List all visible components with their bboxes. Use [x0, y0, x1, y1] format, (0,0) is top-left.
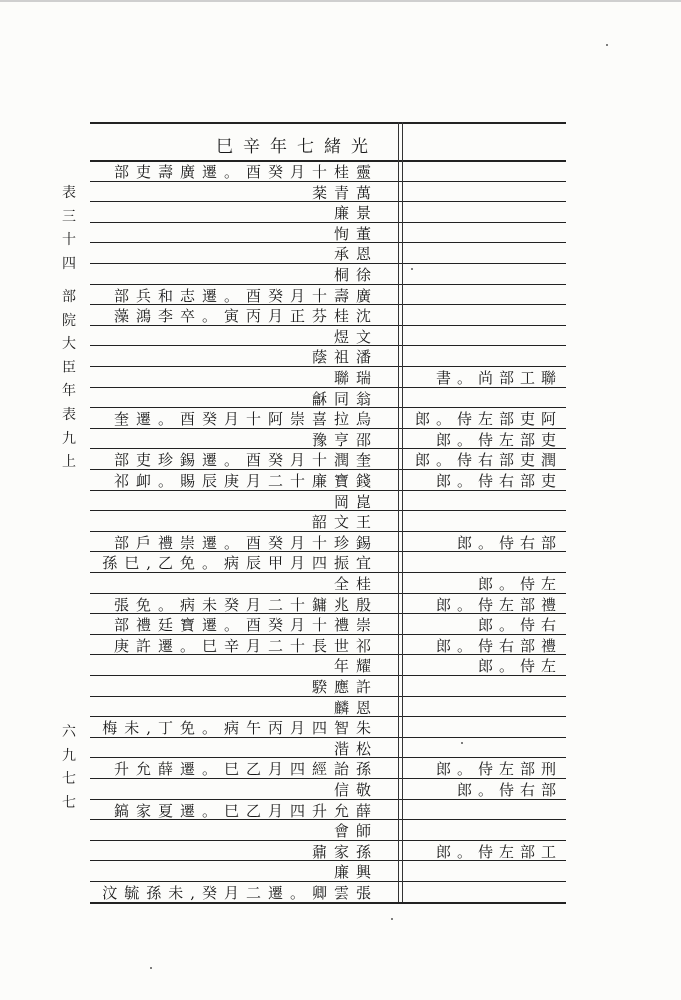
table-row-left: 祁卹。賜辰庚月二十廉寶錢	[113, 472, 378, 490]
table-row-right: 郎。侍右部吏潤	[414, 451, 562, 470]
table-row-left: 廉興	[333, 863, 378, 882]
table-row-left: 部吏壽廣遷。酉癸月十桂靈	[113, 163, 378, 181]
table-row-left: 孫巳,乙免。病辰甲月四振宜	[102, 554, 378, 573]
table-row-left: 會師	[333, 822, 378, 841]
table-row-rule	[90, 222, 566, 223]
side-label-char: 九	[62, 430, 76, 447]
side-label-char: 表	[62, 406, 76, 423]
table-row-left: 張免。病未癸月二十鏞兆殷	[113, 595, 378, 614]
table-row-rule	[90, 201, 566, 202]
table-row-right: 郎。侍左部吏	[435, 430, 562, 449]
table-row-right: 郎。侍左部刑	[435, 760, 562, 779]
table-row-left: 全桂	[333, 575, 378, 593]
table-row-left: 汶毓孫未,癸月二遷。卿雲張	[102, 884, 378, 902]
table-row-left: 鎬家夏遷。巳乙月四升允薛	[113, 801, 378, 820]
table-row-right: 郎。侍右部吏	[435, 472, 562, 490]
table-row-left: 梅未,丁免。病午丙月四智朱	[102, 719, 378, 738]
scan-speck	[150, 967, 152, 969]
table-row-left: 棻青萬	[311, 183, 378, 202]
table-column-divider	[398, 122, 399, 902]
table-row-left: 承恩	[333, 245, 378, 264]
table-row-left: 年耀	[333, 657, 378, 676]
table-row-left: 豫亨邵	[311, 430, 378, 449]
side-label-char: 十	[62, 232, 76, 249]
scan-speck	[606, 44, 608, 46]
side-label-char: 六	[62, 724, 76, 740]
table-row-right: 郎。侍左部禮	[435, 595, 562, 614]
table-top-rule	[90, 122, 566, 124]
side-label-char: 三	[62, 208, 76, 225]
table-row-rule	[90, 860, 566, 861]
table-row-left: 麟恩	[333, 698, 378, 717]
side-label-char: 上	[62, 454, 76, 471]
side-label-char: 七	[62, 771, 76, 788]
table-row-left: 煜文	[333, 327, 378, 346]
table-row-rule	[90, 242, 566, 243]
table-row-left: 部禮廷寶遷。酉癸月十禮崇	[113, 616, 378, 635]
side-label-table-number	[59, 182, 79, 276]
table-row-left: 藻鴻李卒。寅丙月正芬桂沈	[113, 307, 378, 326]
table-row-left: 部戶禮崇遷。酉癸月十珍錫	[113, 533, 378, 552]
table-row-rule	[90, 490, 566, 491]
table-row-left: 庚許遷。巳辛月二十長世祁	[113, 636, 378, 655]
table-row-rule	[90, 819, 566, 820]
table-row-rule	[90, 696, 566, 697]
table-row-rule	[90, 325, 566, 326]
side-label-char: 臣	[62, 359, 76, 376]
side-label-char: 四	[62, 255, 76, 272]
table-row-left: 升允薛遷。巳乙月四經詒孫	[113, 760, 378, 779]
table-row-left: 韶文王	[311, 513, 378, 532]
scan-speck	[411, 268, 413, 270]
table-row-left: 龢同翁	[311, 389, 378, 408]
table-row-right: 郎。侍右	[477, 616, 562, 635]
table-row-right: 郎。侍右部	[456, 781, 562, 799]
table-row-left: 部吏珍錫遷。酉癸月十潤奎	[113, 451, 378, 470]
side-label-char: 表	[62, 185, 76, 201]
table-row-rule	[90, 737, 566, 738]
scan-speck	[391, 918, 393, 920]
page-number	[59, 721, 79, 815]
table-bottom-rule	[90, 902, 566, 904]
side-label-table-title	[59, 286, 79, 475]
scan-speck	[461, 742, 463, 744]
scan-top-edge	[0, 0, 681, 2]
table-row-right: 郎。侍左	[477, 575, 562, 593]
table-row-left: 騤應許	[311, 678, 378, 696]
table-row-left: 部兵和志遷。酉癸月十壽廣	[113, 286, 378, 305]
table-row-left: 蔭祖潘	[311, 348, 378, 367]
side-label-char: 院	[62, 312, 76, 329]
side-label-char: 部	[62, 289, 76, 305]
side-label-char: 七	[62, 794, 76, 811]
table-row-left: 聯瑞	[333, 369, 378, 387]
table-row-left: 恂董	[333, 224, 378, 243]
table-row-right: 郎。侍右部	[456, 533, 562, 552]
table-header-year: 巳辛年七緒光	[216, 137, 378, 157]
table-row-right: 郎。侍右部禮	[435, 636, 562, 655]
side-label-char: 年	[62, 383, 76, 400]
table-row-right: 郎。侍左部吏阿	[414, 410, 562, 429]
table-column-divider	[402, 122, 403, 902]
table-row-left: 桐徐	[333, 266, 378, 284]
side-label-char: 大	[62, 336, 76, 353]
table-row-left: 廉景	[333, 204, 378, 223]
table-row-right: 書。尚部工聯	[435, 369, 562, 387]
table-row-right: 郎。侍左	[477, 657, 562, 676]
table-row-left: 湝松	[333, 739, 378, 758]
table-row-left: 信敬	[333, 781, 378, 799]
table-row-right: 郎。侍左部工	[435, 842, 562, 861]
table-row-left: 岡崑	[333, 492, 378, 511]
table-row-left: 鼐家孫	[311, 842, 378, 861]
table-row-rule	[90, 263, 566, 264]
side-label-char: 九	[62, 747, 76, 764]
table-row-left: 奎遷。酉癸月十阿崇喜拉烏	[113, 410, 378, 429]
